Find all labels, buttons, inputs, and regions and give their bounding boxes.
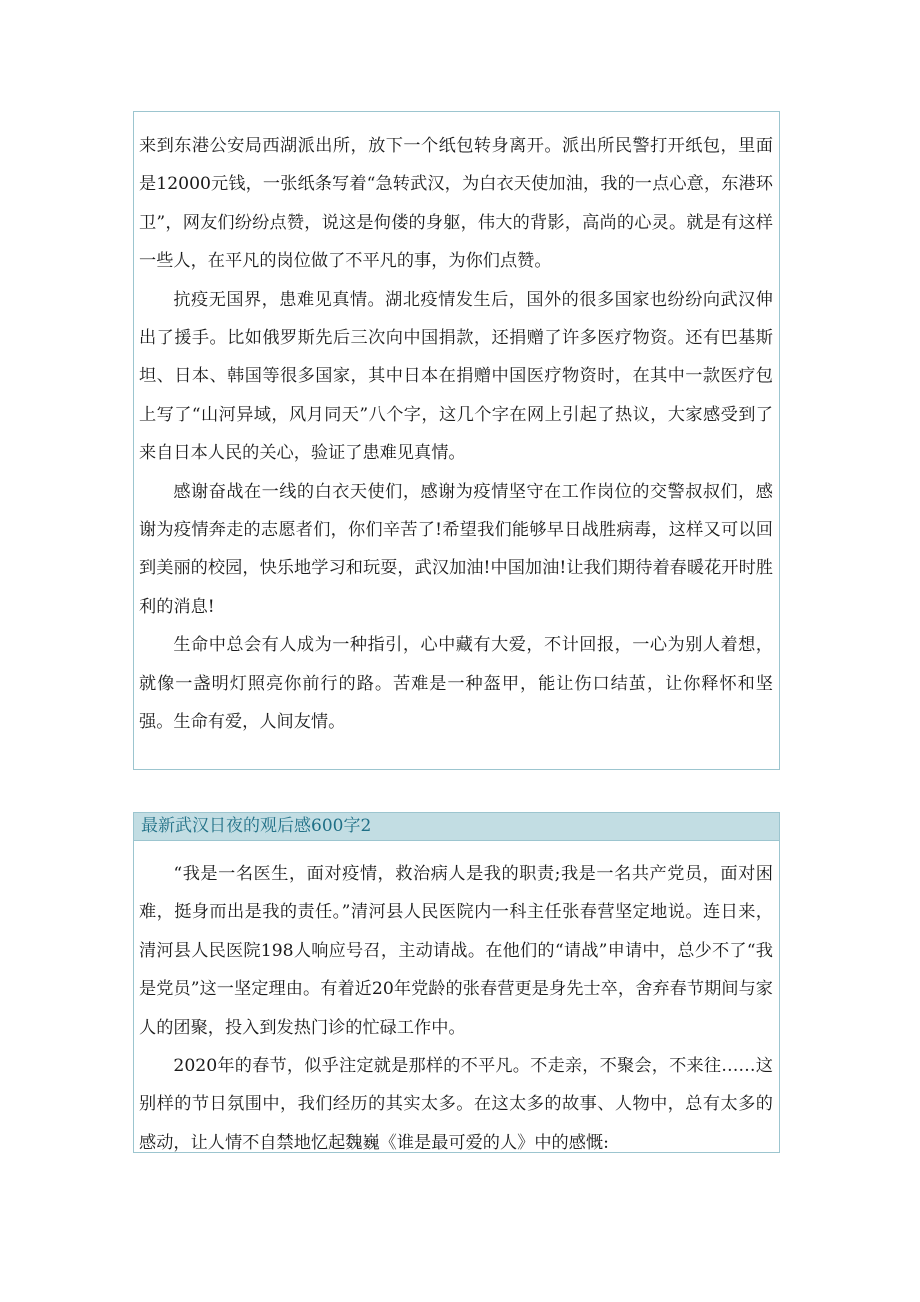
paragraph: 抗疫无国界，患难见真情。湖北疫情发生后，国外的很多国家也纷纷向武汉伸出了援手。比如俄罗斯先后三次向中国捐款，还捐赠了许多医疗物资。还有巴基斯坦、日本、韩国等很多国家，其中日本在捐赠中国医疗物资时，在其中一款医疗包上写了“山河异域，风月同天”八个字，这几个字在网上引起了热议，大家感受到了来自日本人民的关心，验证了患难见真情。 [139,289,773,464]
section-2-body [134,841,779,1162]
paragraph: 生命中总会有人成为一种指引，心中藏有大爱，不计回报，一心为别人着想，就像一盏明灯照亮你前行的路。苦难是一种盔甲，能让伤口结茧，让你释怀和坚强。生命有爱，人间友情。 [139,635,773,733]
article-section-2 [133,812,780,1153]
paragraph: “我是一名医生，面对疫情，救治病人是我的职责;我是一名共产党员，面对困难，挺身而出是我的责任。”清河县人民医院内一科主任张春营坚定地说。连日来，清河县人民医院198人响应号召，主动请战。在他们的“请战”申请中，总少不了“我是党员”这一坚定理由。有着近20年党龄的张春营更是身先士卒，舍弃春节期间与家人的团聚，投入到发热门诊的忙碌工作中。 [139,864,773,1038]
paragraph: 感谢奋战在一线的白衣天使们，感谢为疫情坚守在工作岗位的交警叔叔们，感谢为疫情奔走的志愿者们，你们辛苦了!希望我们能够早日战胜病毒，这样又可以回到美丽的校园，快乐地学习和玩耍，武汉加油!中国加油!让我们期待着春暖花开时胜利的消息! [139,481,773,617]
section-1-body [134,112,779,742]
section-heading: 最新武汉日夜的观后感600字2 [134,813,779,841]
paragraph: 2020年的春节，似乎注定就是那样的不平凡。不走亲，不聚会，不来往……这别样的节日氛围中，我们经历的其实太多。在这太多的故事、人物中，总有太多的感动，让人情不自禁地忆起魏巍《谁是最可爱的人》中的感慨: [139,1056,773,1153]
paragraph: 来到东港公安局西湖派出所，放下一个纸包转身离开。派出所民警打开纸包，里面是12000元钱，一张纸条写着“急转武汉，为白衣天使加油，我的一点心意，东港环卫”，网友们纷纷点赞，说这是佝偻的身躯，伟大的背影，高尚的心灵。就是有这样一些人，在平凡的岗位做了不平凡的事，为你们点赞。 [139,136,773,272]
article-section-1 [133,111,780,770]
